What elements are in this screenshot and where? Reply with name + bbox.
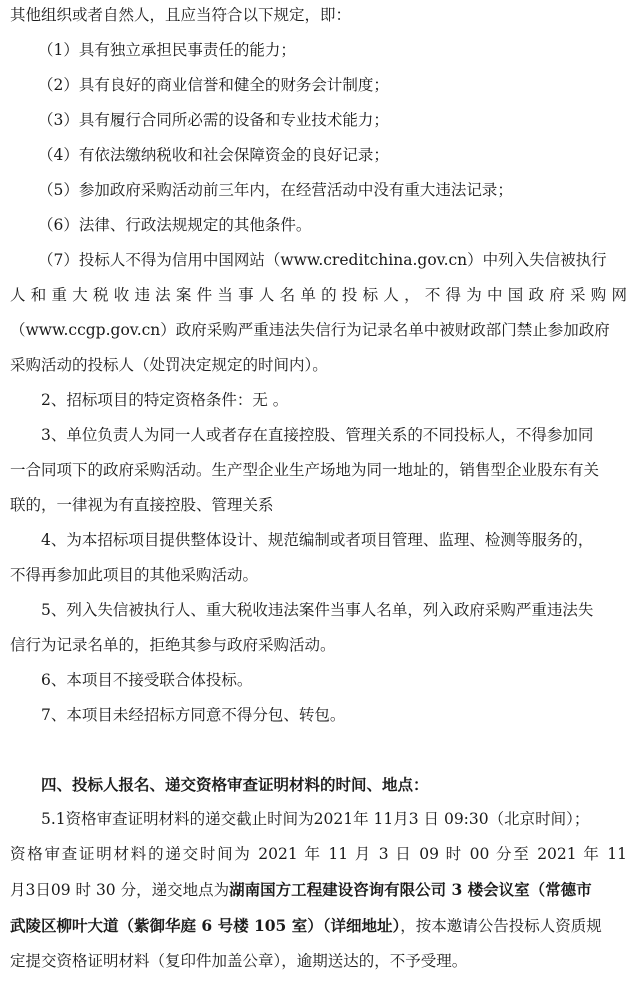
- section-5-1-line4: [10, 916, 627, 936]
- clause-3-line1: 3、单位负责人为同一人或者存在直接控股、管理关系的不同投标人，不得参加同: [41, 426, 594, 444]
- clause-2: 2、招标项目的特定资格条件：无 。: [41, 391, 289, 409]
- qualification-item-3: （3）具有履行合同所必需的设备和专业技术能力；: [38, 111, 389, 129]
- qualification-item-2: （2）具有良好的商业信誉和健全的财务会计制度；: [38, 76, 389, 94]
- clause-4-line1: 4、为本招标项目提供整体设计、规范编制或者项目管理、监理、检测等服务的，: [41, 531, 594, 549]
- qualification-item-7-line3: （www.ccgp.gov.cn）政府采购严重违法失信行为记录名单中被财政部门禁止参加政府: [10, 321, 610, 339]
- section-5-1-line1: 5.1资格审查证明材料的递交截止时间为2021年 11月3 日 09:30（北京时间）；: [41, 810, 590, 828]
- qualification-item-4: （4）有依法缴纳税收和社会保障资金的良好记录；: [38, 146, 389, 164]
- qualification-item-7-line1: （7）投标人不得为信用中国网站（www.creditchina.gov.cn）中列入失信被执行: [38, 251, 607, 269]
- section-5-1-line5: 定提交资格证明材料（复印件加盖公章），逾期送达的，不予受理。: [10, 952, 468, 970]
- clause-5-line2: 信行为记录名单的，拒绝其参与政府采购活动。: [10, 636, 336, 654]
- clause-4-line2: 不得再参加此项目的其他采购活动。: [10, 566, 259, 584]
- section-5-1-line3: [10, 880, 627, 900]
- qualification-item-5: （5）参加政府采购活动前三年内，在经营活动中没有重大违法记录；: [38, 181, 513, 199]
- location-bold-text: 湖南国方工程建设咨询有限公司 3 楼会议室（常德市: [229, 880, 592, 899]
- section-gap: [10, 741, 627, 775]
- clause-7: 7、本项目未经招标方同意不得分包、转包。: [41, 706, 346, 724]
- address-bold-text: 武陵区柳叶大道（紫御华庭 6 号楼 105 室）（详细地址）: [10, 916, 401, 935]
- qualification-item-1: （1）具有独立承担民事责任的能力；: [38, 41, 296, 59]
- section-5-1-line2: 资格审查证明材料的递交时间为 2021 年 11 月 3 日 09 时 00 分至 2021 年 11: [10, 845, 627, 863]
- qualification-item-7-line2: 人和重大税收违法案件当事人名单的投标人，不得为中国政府采购网: [10, 286, 627, 304]
- clause-5-line1: 5、列入失信被执行人、重大税收违法案件当事人名单，列入政府采购严重违法失: [41, 601, 594, 619]
- qualification-item-7-line4: 采购活动的投标人（处罚决定规定的时间内）。: [10, 356, 328, 374]
- clause-3-line2: 一合同项下的政府采购活动。生产型企业生产场地为同一地址的，销售型企业股东有关: [10, 461, 600, 479]
- text-line: 其他组织或者自然人，且应当符合以下规定，即：: [10, 6, 352, 24]
- qualification-item-6: （6）法律、行政法规规定的其他条件。: [38, 216, 312, 234]
- clause-6: 6、本项目不接受联合体投标。: [41, 671, 253, 689]
- line-text: 月3日09 时 30 分，递交地点为: [10, 881, 230, 899]
- line-text: ，按本邀请公告投标人资质规: [400, 917, 602, 935]
- section-heading: 四、投标人报名、递交资格审查证明材料的时间、地点：: [41, 775, 429, 794]
- clause-3-line3: 联的，一律视为有直接控股、管理关系: [10, 496, 274, 514]
